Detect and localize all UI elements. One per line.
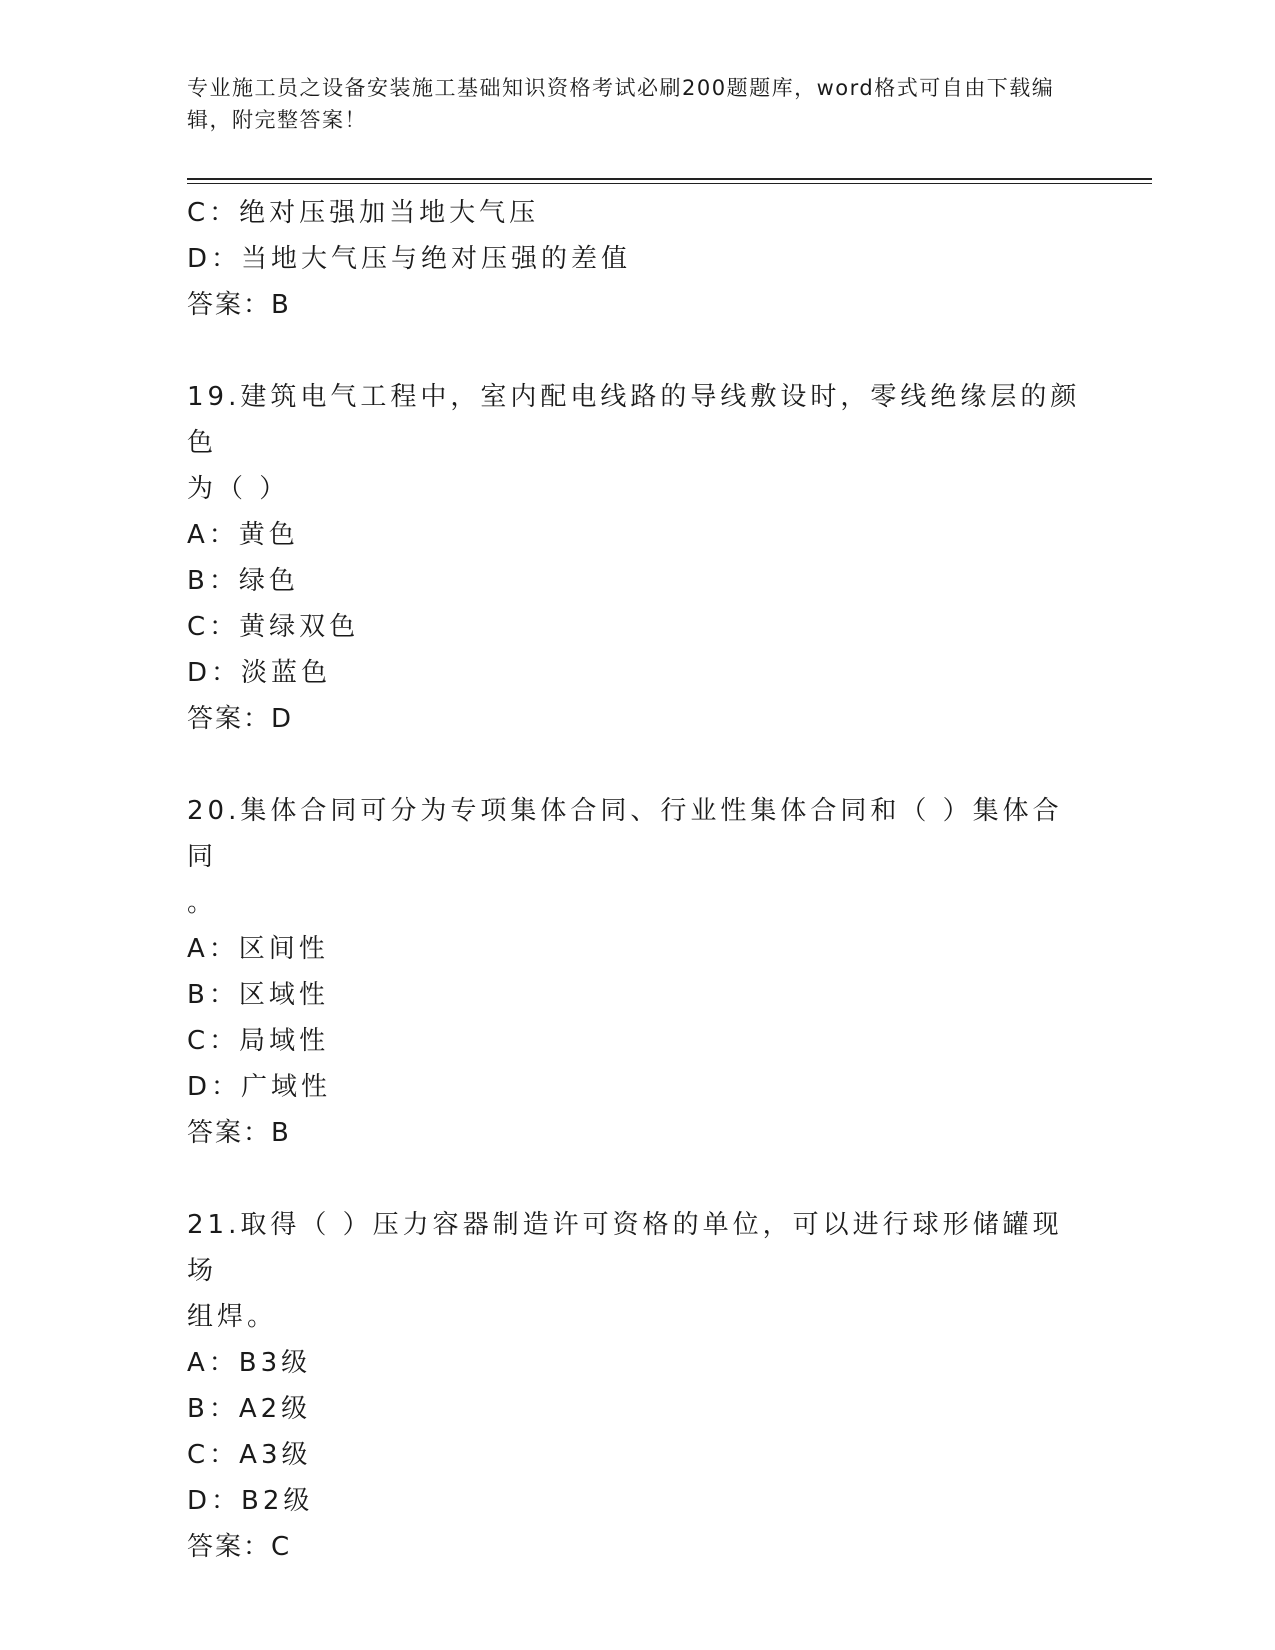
question-19 <box>187 374 1087 742</box>
option-a: A：B3级 <box>187 1348 312 1378</box>
question-content <box>187 190 1087 1570</box>
question-stem: 19.建筑电气工程中，室内配电线路的导线敷设时，零线绝缘层的颜色 <box>187 382 1081 458</box>
option-a: A：黄色 <box>187 520 299 550</box>
option-c: C：黄绿双色 <box>187 612 360 642</box>
question-stem-cont: 组焊。 <box>187 1302 278 1332</box>
question-stem-cont: 。 <box>187 888 218 918</box>
document-header: 专业施工员之设备安装施工基础知识资格考试必刷200题题库，word格式可自由下载编辑，附完整答案！ <box>187 76 1055 132</box>
header-rule-thick <box>187 178 1152 180</box>
header-rule-thin <box>187 183 1152 184</box>
option-a: A：区间性 <box>187 934 329 964</box>
question-20 <box>187 788 1087 1156</box>
option-b: B：A2级 <box>187 1394 312 1424</box>
option-c: C：A3级 <box>187 1440 312 1470</box>
answer-line: 答案：B <box>187 290 291 320</box>
answer-line: 答案：B <box>187 1118 291 1148</box>
option-d: D：广域性 <box>187 1072 332 1102</box>
prev-question-block <box>187 190 1087 328</box>
question-stem: 21.取得（ ）压力容器制造许可资格的单位，可以进行球形储罐现场 <box>187 1210 1063 1286</box>
answer-line: 答案：D <box>187 704 294 734</box>
option-b: B：区域性 <box>187 980 329 1010</box>
option-c: C：绝对压强加当地大气压 <box>187 198 540 228</box>
option-c: C：局域性 <box>187 1026 330 1056</box>
option-d: D：当地大气压与绝对压强的差值 <box>187 244 632 274</box>
question-stem-cont: 为（ ） <box>187 474 290 504</box>
question-21 <box>187 1202 1087 1570</box>
option-b: B：绿色 <box>187 566 299 596</box>
option-d: D：淡蓝色 <box>187 658 332 688</box>
option-d: D：B2级 <box>187 1486 314 1516</box>
answer-line: 答案：C <box>187 1532 292 1562</box>
question-stem: 20.集体合同可分为专项集体合同、行业性集体合同和（ ）集体合同 <box>187 796 1063 872</box>
